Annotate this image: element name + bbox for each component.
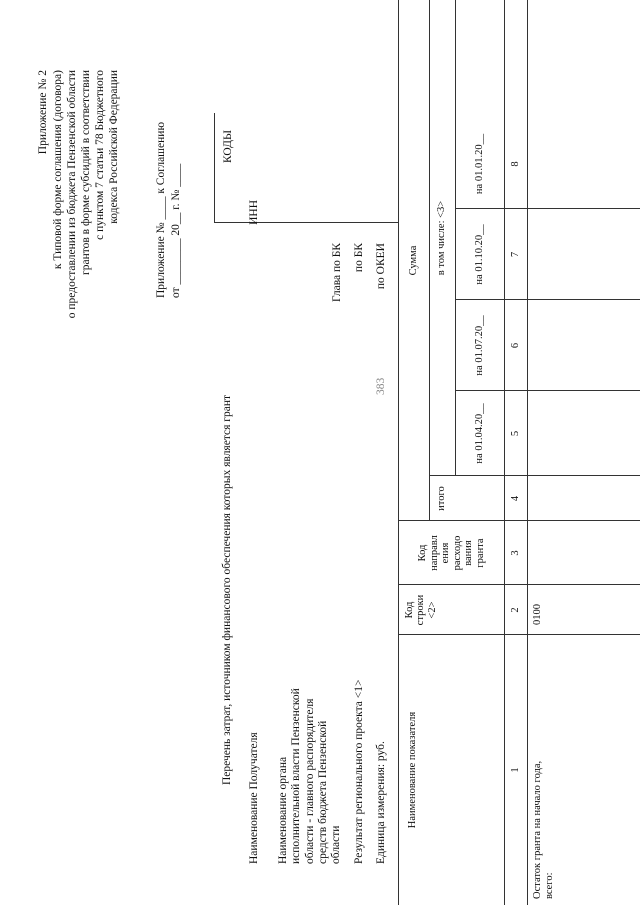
numbers-bottom-line	[527, 0, 528, 905]
appendix-line-4: с пунктом 7 статьи 78 Бюджетного	[94, 70, 106, 240]
date-header-q3: на 01.10.20__	[474, 224, 486, 285]
col-number-5: 5	[510, 430, 522, 437]
appendix-line-5: кодекса Российской Федерации	[108, 70, 120, 224]
date-header-q2: на 01.07.20__	[474, 315, 486, 376]
col-number-8: 8	[510, 161, 522, 167]
agreement-line-1: Приложение № ____ к Соглашению	[155, 121, 167, 298]
okei-label: по ОКЕИ	[375, 243, 387, 290]
codes-top-line	[214, 113, 215, 223]
row1-name: Остаток гранта на начало года, всего:	[532, 760, 555, 899]
inn-label: ИНН	[248, 200, 260, 225]
table-top-line	[398, 0, 399, 905]
result-label: Результат регионального проекта <1>	[353, 679, 365, 864]
col-number-2: 2	[510, 607, 522, 613]
col-number-3: 3	[510, 550, 522, 556]
form-title: Перечень затрат, источником финансового обеспечения которых является грант	[221, 394, 233, 785]
col-number-1: 1	[510, 767, 522, 773]
col-name-header: Наименование показателя	[407, 711, 419, 829]
po-bk-label: по БК	[353, 243, 365, 273]
okei-value: 383	[375, 377, 387, 395]
col-direction-header: Код направл ения расходо вания гранта	[417, 535, 486, 571]
col-code-header: Код строки <2>	[403, 594, 438, 626]
appendix-line-1: к Типовой форме соглашения (договора)	[52, 70, 64, 270]
unit-label: Единица измерения: руб.	[375, 741, 387, 864]
sum-header: Сумма	[408, 245, 420, 276]
col-number-6: 6	[510, 342, 522, 349]
including-header: в том числе: <3>	[436, 200, 448, 276]
agreement-line-2: от ________ 20__ г. № ____	[170, 163, 182, 298]
codes-left-line	[214, 222, 398, 223]
glava-label: Глава по БК	[331, 243, 343, 302]
appendix-title: Приложение № 2	[37, 70, 49, 155]
organ-label: Наименование органа исполнительной власти Пензенской области - главного распорядителя средств бюджета Пензенской области	[277, 688, 343, 864]
total-header: итого	[436, 486, 448, 511]
row1-code: 0100	[532, 604, 543, 625]
codes-header: КОДЫ	[222, 130, 234, 163]
recipient-label: Наименование Получателя	[248, 732, 260, 864]
date-header-q4: на 01.01.20__	[474, 133, 486, 195]
date-header-q1: на 01.04.20__	[474, 403, 486, 464]
col-number-4: 4	[510, 495, 522, 502]
col-number-7: 7	[510, 251, 522, 258]
appendix-line-3: грантов в форме субсидий в соответствии	[80, 70, 92, 275]
appendix-line-2: о предоставлении из бюджета Пензенской области	[66, 70, 78, 319]
